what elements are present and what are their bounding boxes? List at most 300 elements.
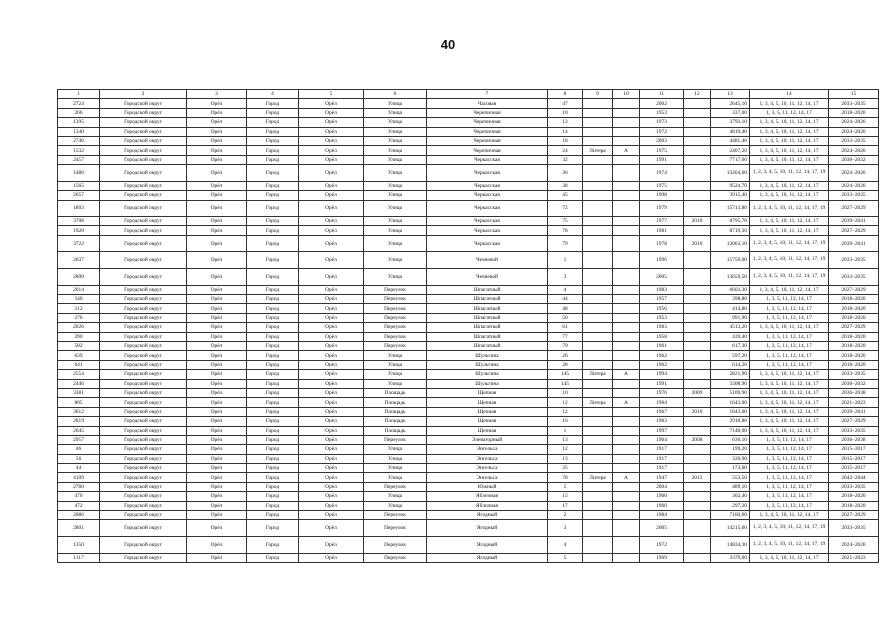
street-type-cell: Улица [364, 501, 427, 510]
settlement-type-cell: Город [247, 181, 299, 190]
street-name-cell: Ягодный [427, 511, 548, 520]
build-year-cell: 1956 [640, 304, 684, 313]
reconstruction-year-cell [684, 295, 711, 304]
table-row [58, 332, 879, 341]
settlement-cell: Орёл [299, 252, 364, 269]
area-cell: 8795,70 [711, 217, 750, 226]
municipality-cell: Орёл [187, 553, 247, 562]
building-letter-label-cell [583, 181, 613, 190]
building-letter-label-cell [583, 553, 613, 562]
build-year-cell: 1962 [640, 351, 684, 360]
municipality-cell: Орёл [187, 252, 247, 269]
table-row [58, 127, 879, 136]
house-number-cell: 4 [548, 285, 583, 294]
reconstruction-year-cell [684, 181, 711, 190]
build-year-cell: 1972 [640, 127, 684, 136]
settlement-type-cell: Город [247, 511, 299, 520]
building-letter-cell [613, 379, 640, 388]
record-id-cell: 1486 [58, 165, 100, 182]
area-cell: 3379,00 [711, 553, 750, 562]
record-id-cell: 266 [58, 108, 100, 117]
street-name-cell: Чечневой [427, 269, 548, 286]
street-type-cell: Улица [364, 360, 427, 369]
house-number-cell: 45 [548, 191, 583, 200]
column-number-cell: 5 [299, 90, 364, 99]
works-list-cell: 1, 3, 4, 5, 10, 11, 12, 14, 17 [750, 127, 829, 136]
municipality-type-cell: Городской округ [100, 146, 187, 155]
area-cell: 2645,10 [711, 99, 750, 108]
record-id-cell: 3612 [58, 407, 100, 416]
settlement-cell: Орёл [299, 553, 364, 562]
build-year-cell: 1969 [640, 553, 684, 562]
municipality-type-cell: Городской округ [100, 445, 187, 454]
settlement-type-cell: Город [247, 269, 299, 286]
record-id-cell: 2014 [58, 285, 100, 294]
column-number-cell: 15 [829, 90, 879, 99]
table-row [58, 501, 879, 510]
record-id-cell: 2645 [58, 426, 100, 435]
repair-period-cell: 2033–2035 [829, 482, 879, 491]
reconstruction-year-cell [684, 155, 711, 164]
street-type-cell: Площадь [364, 426, 427, 435]
building-letter-cell [613, 520, 640, 537]
repair-period-cell: 2018–2020 [829, 332, 879, 341]
building-letter-label-cell [583, 464, 613, 473]
settlement-cell: Орёл [299, 370, 364, 379]
build-year-cell: 1961 [640, 342, 684, 351]
street-type-cell: Улица [364, 127, 427, 136]
house-number-cell: 38 [548, 181, 583, 190]
record-id-cell: 390 [58, 332, 100, 341]
column-number-cell: 6 [364, 90, 427, 99]
works-list-cell: 1, 3, 5, 11, 12, 14, 17 [750, 482, 829, 491]
reconstruction-year-cell [684, 108, 711, 117]
settlement-cell: Орёл [299, 127, 364, 136]
works-list-cell: 1, 3, 4, 5, 10, 11, 12, 14, 17 [750, 155, 829, 164]
house-number-cell: 75 [548, 217, 583, 226]
house-number-cell: 16 [548, 417, 583, 426]
repair-period-cell: 2015–2017 [829, 464, 879, 473]
record-id-cell: 1565 [58, 181, 100, 190]
area-cell: 414,80 [711, 304, 750, 313]
street-type-cell: Улица [364, 165, 427, 182]
street-type-cell: Улица [364, 454, 427, 463]
settlement-cell: Орёл [299, 360, 364, 369]
works-list-cell: 1, 3, 5, 11, 12, 14, 17 [750, 454, 829, 463]
building-letter-cell [613, 99, 640, 108]
build-year-cell: 1964 [640, 398, 684, 407]
street-type-cell: Переулок [364, 323, 427, 332]
building-letter-cell [613, 200, 640, 217]
table-row [58, 388, 879, 397]
works-list-cell: 1, 3, 5, 11, 12, 14, 17 [750, 342, 829, 351]
works-list-cell: 1, 2, 3, 4, 5, 10, 11, 12, 14, 17, 19 [750, 200, 829, 217]
building-letter-label-cell [583, 118, 613, 127]
building-letter-label-cell [583, 165, 613, 182]
municipality-type-cell: Городской округ [100, 332, 187, 341]
municipality-type-cell: Городской округ [100, 313, 187, 322]
street-type-cell: Переулок [364, 511, 427, 520]
table-row [58, 304, 879, 313]
settlement-cell: Орёл [299, 313, 364, 322]
reconstruction-year-cell [684, 398, 711, 407]
municipality-cell: Орёл [187, 235, 247, 252]
municipality-type-cell: Городской округ [100, 323, 187, 332]
area-cell: 636,10 [711, 435, 750, 444]
reconstruction-year-cell [684, 99, 711, 108]
column-number-cell: 10 [613, 90, 640, 99]
municipality-cell: Орёл [187, 445, 247, 454]
reconstruction-year-cell [684, 342, 711, 351]
building-letter-cell: А [613, 473, 640, 482]
settlement-type-cell: Город [247, 323, 299, 332]
street-name-cell: Ягодный [427, 520, 548, 537]
record-id-cell: 276 [58, 313, 100, 322]
repair-period-cell: 2039–2041 [829, 235, 879, 252]
municipality-cell: Орёл [187, 435, 247, 444]
works-list-cell: 1, 3, 4, 5, 10, 11, 12, 14, 17 [750, 181, 829, 190]
record-id-cell: 56 [58, 454, 100, 463]
building-letter-label-cell [583, 454, 613, 463]
street-type-cell: Улица [364, 351, 427, 360]
settlement-type-cell: Город [247, 537, 299, 554]
house-number-cell: 12 [548, 118, 583, 127]
municipality-type-cell: Городской округ [100, 426, 187, 435]
build-year-cell: 1994 [640, 370, 684, 379]
street-name-cell: Шпагатный [427, 323, 548, 332]
record-id-cell: 1350 [58, 537, 100, 554]
settlement-cell: Орёл [299, 426, 364, 435]
record-id-cell: 2086 [58, 511, 100, 520]
municipality-cell: Орёл [187, 464, 247, 473]
building-letter-cell [613, 155, 640, 164]
street-name-cell: Черкасская [427, 235, 548, 252]
record-id-cell: 3381 [58, 388, 100, 397]
table-row [58, 342, 879, 351]
settlement-type-cell: Город [247, 99, 299, 108]
area-cell: 14215,00 [711, 520, 750, 537]
build-year-cell: 1957 [640, 295, 684, 304]
record-id-cell: 2446 [58, 379, 100, 388]
municipality-cell: Орёл [187, 99, 247, 108]
building-letter-cell [613, 226, 640, 235]
settlement-cell: Орёл [299, 108, 364, 117]
record-id-cell: 2801 [58, 520, 100, 537]
building-letter-label-cell [583, 235, 613, 252]
municipality-type-cell: Городской округ [100, 537, 187, 554]
works-list-cell: 1, 3, 4, 5, 10, 11, 12, 14, 17 [750, 217, 829, 226]
settlement-cell: Орёл [299, 200, 364, 217]
municipality-type-cell: Городской округ [100, 285, 187, 294]
build-year-cell: 1960 [640, 492, 684, 501]
municipality-cell: Орёл [187, 370, 247, 379]
house-number-cell: 5 [548, 482, 583, 491]
municipality-type-cell: Городской округ [100, 398, 187, 407]
street-type-cell: Переулок [364, 553, 427, 562]
street-name-cell: Элеваторный [427, 435, 548, 444]
repair-period-cell: 2018–2020 [829, 360, 879, 369]
house-number-cell: 4 [548, 537, 583, 554]
table-row [58, 191, 879, 200]
building-letter-cell: А [613, 146, 640, 155]
repair-period-cell: 2027–2029 [829, 226, 879, 235]
settlement-type-cell: Город [247, 370, 299, 379]
reconstruction-year-cell [684, 492, 711, 501]
street-name-cell: Щепная [427, 426, 548, 435]
municipality-cell: Орёл [187, 108, 247, 117]
municipality-cell: Орёл [187, 473, 247, 482]
table-row [58, 200, 879, 217]
municipality-type-cell: Городской округ [100, 226, 187, 235]
house-number-cell: 47 [548, 99, 583, 108]
settlement-type-cell: Город [247, 360, 299, 369]
area-cell: 4513,20 [711, 323, 750, 332]
municipality-type-cell: Городской округ [100, 235, 187, 252]
building-letter-label-cell [583, 99, 613, 108]
building-letter-cell [613, 118, 640, 127]
municipality-cell: Орёл [187, 379, 247, 388]
municipality-cell: Орёл [187, 426, 247, 435]
building-letter-label-cell [583, 379, 613, 388]
street-name-cell: Щепная [427, 388, 548, 397]
municipality-cell: Орёл [187, 191, 247, 200]
reconstruction-year-cell [684, 304, 711, 313]
area-cell: 2918,80 [711, 417, 750, 426]
table-row [58, 217, 879, 226]
works-list-cell: 1, 3, 5, 11, 12, 14, 17 [750, 473, 829, 482]
record-id-cell: 472 [58, 501, 100, 510]
building-letter-label-cell [583, 342, 613, 351]
repair-period-cell: 2033–2035 [829, 520, 879, 537]
works-list-cell: 1, 3, 4, 5, 10, 11, 12, 14, 17 [750, 407, 829, 416]
house-number-cell: 2 [548, 511, 583, 520]
table-row [58, 511, 879, 520]
street-name-cell: Часовая [427, 99, 548, 108]
building-letter-cell [613, 235, 640, 252]
house-number-cell: 44 [548, 295, 583, 304]
works-list-cell: 1, 3, 4, 5, 10, 11, 12, 14, 17 [750, 417, 829, 426]
record-id-cell: 2637 [58, 252, 100, 269]
repair-period-cell: 2036–2038 [829, 388, 879, 397]
building-letter-cell [613, 285, 640, 294]
table-row [58, 398, 879, 407]
record-id-cell: 2019 [58, 417, 100, 426]
settlement-type-cell: Город [247, 146, 299, 155]
house-number-cell: 77 [548, 332, 583, 341]
repair-period-cell: 2024–2026 [829, 127, 879, 136]
municipality-cell: Орёл [187, 323, 247, 332]
settlement-type-cell: Город [247, 217, 299, 226]
record-id-cell: 476 [58, 492, 100, 501]
building-letter-label-cell [583, 360, 613, 369]
settlement-cell: Орёл [299, 511, 364, 520]
street-name-cell: Щепная [427, 398, 548, 407]
municipality-cell: Орёл [187, 398, 247, 407]
area-cell: 3915,40 [711, 191, 750, 200]
area-cell: 4481,40 [711, 136, 750, 145]
column-number-cell: 4 [247, 90, 299, 99]
table-row [58, 155, 879, 164]
municipality-type-cell: Городской округ [100, 304, 187, 313]
repair-period-cell: 2018–2020 [829, 501, 879, 510]
building-letter-cell: А [613, 398, 640, 407]
record-id-cell: 1395 [58, 118, 100, 127]
street-type-cell: Улица [364, 464, 427, 473]
house-number-cell: 145 [548, 379, 583, 388]
municipality-cell: Орёл [187, 200, 247, 217]
column-number-cell: 3 [187, 90, 247, 99]
street-name-cell: Черкасская [427, 181, 548, 190]
build-year-cell: 1973 [640, 118, 684, 127]
reconstruction-year-cell [684, 127, 711, 136]
settlement-type-cell: Город [247, 285, 299, 294]
record-id-cell: 2746 [58, 136, 100, 145]
column-number-cell: 11 [640, 90, 684, 99]
street-type-cell: Переулок [364, 285, 427, 294]
repair-period-cell: 2033–2035 [829, 136, 879, 145]
area-cell: 7160,00 [711, 511, 750, 520]
building-letter-label-cell [583, 295, 613, 304]
building-letter-cell [613, 435, 640, 444]
street-name-cell: Черкасская [427, 155, 548, 164]
reconstruction-year-cell [684, 370, 711, 379]
building-letter-cell [613, 388, 640, 397]
settlement-type-cell: Город [247, 454, 299, 463]
municipality-cell: Орёл [187, 217, 247, 226]
settlement-type-cell: Город [247, 351, 299, 360]
table-row [58, 417, 879, 426]
street-type-cell: Улица [364, 200, 427, 217]
street-type-cell: Улица [364, 136, 427, 145]
settlement-cell: Орёл [299, 304, 364, 313]
settlement-cell: Орёл [299, 181, 364, 190]
building-letter-cell [613, 454, 640, 463]
works-list-cell: 1, 3, 4, 5, 10, 11, 12, 14, 17 [750, 426, 829, 435]
repair-period-cell: 2024–2026 [829, 165, 879, 182]
build-year-cell: 2004 [640, 482, 684, 491]
works-list-cell: 1, 3, 5, 11, 12, 14, 17 [750, 108, 829, 117]
municipality-type-cell: Городской округ [100, 155, 187, 164]
building-letter-label-cell [583, 426, 613, 435]
street-name-cell: Шпагатный [427, 342, 548, 351]
reconstruction-year-cell [684, 118, 711, 127]
reconstruction-year-cell: 2010 [684, 407, 711, 416]
building-letter-cell [613, 492, 640, 501]
works-list-cell: 1, 3, 4, 5, 10, 11, 12, 14, 17 [750, 136, 829, 145]
works-list-cell: 1, 3, 4, 5, 10, 11, 12, 14, 17 [750, 118, 829, 127]
house-number-cell: 32 [548, 155, 583, 164]
works-list-cell: 1, 3, 5, 11, 12, 14, 17 [750, 351, 829, 360]
house-number-cell: 3 [548, 520, 583, 537]
municipality-cell: Орёл [187, 136, 247, 145]
build-year-cell: 1991 [640, 155, 684, 164]
street-name-cell: Шпагатный [427, 295, 548, 304]
area-cell: 7717,00 [711, 155, 750, 164]
municipality-type-cell: Городской округ [100, 511, 187, 520]
municipality-type-cell: Городской округ [100, 553, 187, 562]
reconstruction-year-cell [684, 323, 711, 332]
settlement-cell: Орёл [299, 482, 364, 491]
repair-period-cell: 2021–2023 [829, 553, 879, 562]
municipality-type-cell: Городской округ [100, 127, 187, 136]
table-row [58, 351, 879, 360]
table-row [58, 295, 879, 304]
house-number-cell: 61 [548, 323, 583, 332]
table-row [58, 473, 879, 482]
street-name-cell: Шульгина [427, 379, 548, 388]
table-row [58, 379, 879, 388]
municipality-cell: Орёл [187, 332, 247, 341]
street-type-cell: Улица [364, 379, 427, 388]
works-list-cell: 1, 3, 4, 5, 10, 11, 12, 14, 17 [750, 191, 829, 200]
house-number-cell: 13 [548, 435, 583, 444]
building-letter-label-cell [583, 313, 613, 322]
build-year-cell: 2005 [640, 269, 684, 286]
municipality-type-cell: Городской округ [100, 191, 187, 200]
settlement-type-cell: Город [247, 200, 299, 217]
street-name-cell: Черепичная [427, 108, 548, 117]
street-type-cell: Переулок [364, 342, 427, 351]
street-name-cell: Черепичная [427, 146, 548, 155]
repair-period-cell: 2030–2032 [829, 155, 879, 164]
house-number-cell: 13 [548, 454, 583, 463]
street-type-cell: Площадь [364, 417, 427, 426]
house-number-cell: 76 [548, 226, 583, 235]
building-letter-cell [613, 108, 640, 117]
building-letter-cell [613, 295, 640, 304]
works-list-cell: 1, 3, 4, 5, 10, 11, 12, 14, 17 [750, 511, 829, 520]
settlement-cell: Орёл [299, 407, 364, 416]
building-letter-label-cell [583, 108, 613, 117]
repair-period-cell: 2039–2041 [829, 217, 879, 226]
settlement-cell: Орёл [299, 501, 364, 510]
area-cell: 553,50 [711, 473, 750, 482]
record-id-cell: 312 [58, 304, 100, 313]
building-letter-label-cell [583, 520, 613, 537]
building-letter-label-cell [583, 285, 613, 294]
street-type-cell: Площадь [364, 407, 427, 416]
street-name-cell: Черкасская [427, 165, 548, 182]
building-letter-label-cell [583, 492, 613, 501]
settlement-cell: Орёл [299, 379, 364, 388]
street-type-cell: Переулок [364, 332, 427, 341]
house-number-cell: 10 [548, 388, 583, 397]
settlement-cell: Орёл [299, 388, 364, 397]
repair-period-cell: 2018–2020 [829, 492, 879, 501]
repair-period-cell: 2018–2020 [829, 342, 879, 351]
street-name-cell: Энгельса [427, 464, 548, 473]
reconstruction-year-cell [684, 285, 711, 294]
area-cell: 6603,30 [711, 285, 750, 294]
works-list-cell: 1, 2, 3, 4, 5, 10, 11, 12, 14, 17, 19 [750, 235, 829, 252]
build-year-cell: 1953 [640, 108, 684, 117]
street-type-cell: Улица [364, 155, 427, 164]
building-letter-label-cell [583, 417, 613, 426]
settlement-cell: Орёл [299, 398, 364, 407]
building-letter-label-cell [583, 155, 613, 164]
build-year-cell: 1974 [640, 165, 684, 182]
street-name-cell: Шпагатный [427, 313, 548, 322]
municipality-type-cell: Городской округ [100, 252, 187, 269]
settlement-type-cell: Город [247, 118, 299, 127]
table-row [58, 226, 879, 235]
area-cell: 3793,10 [711, 118, 750, 127]
build-year-cell: 1996 [640, 252, 684, 269]
settlement-cell: Орёл [299, 285, 364, 294]
building-letter-cell [613, 464, 640, 473]
street-name-cell: Черкасская [427, 217, 548, 226]
house-number-cell: 17 [548, 501, 583, 510]
